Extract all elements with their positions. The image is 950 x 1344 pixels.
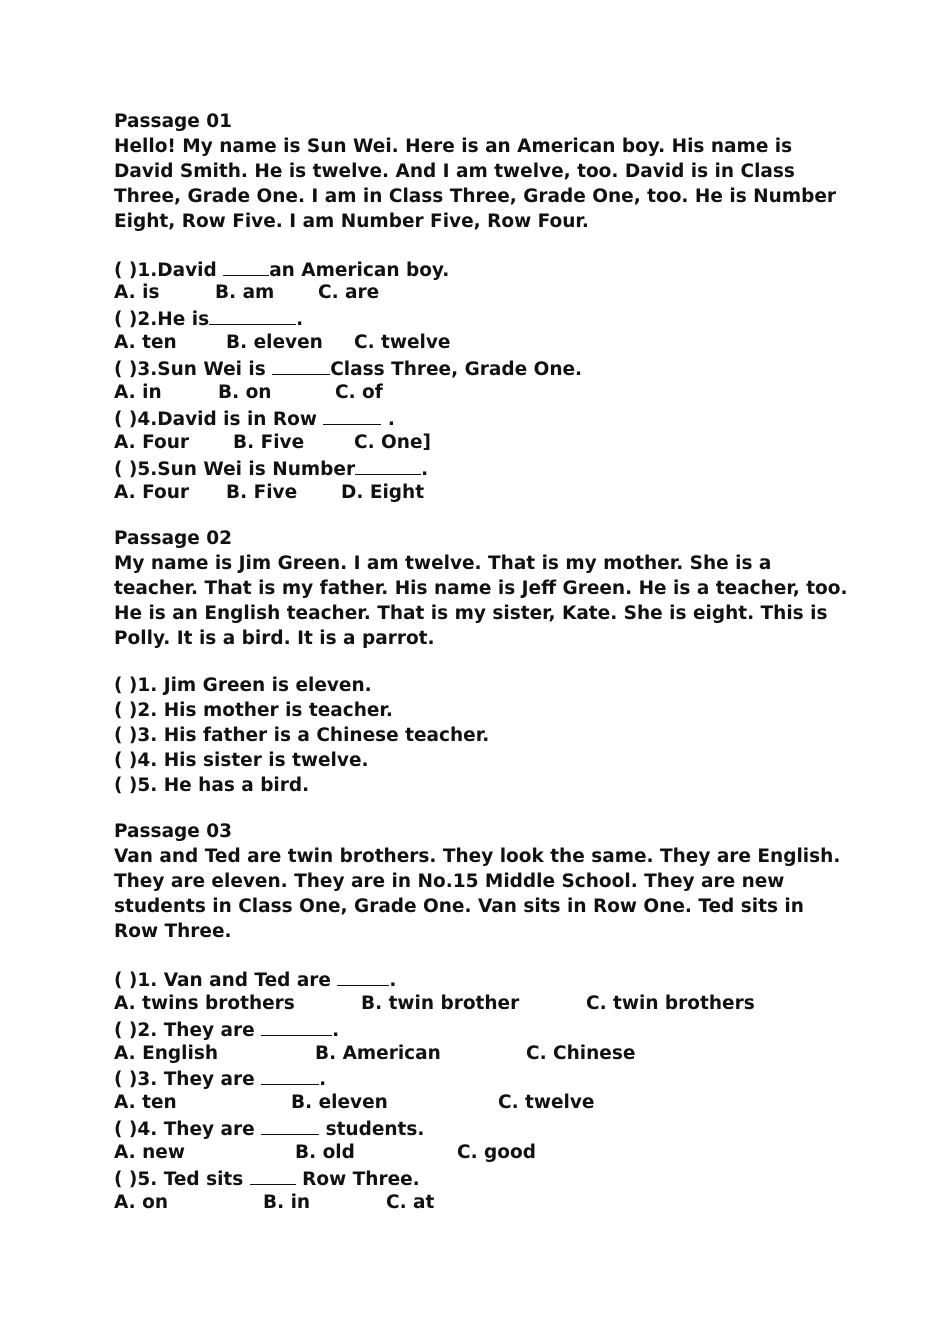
p3-question-4-options [114, 1141, 854, 1166]
p1-question-1-options [114, 281, 854, 306]
p1-question-3: ( )3.Sun Wei is Class Three, Grade One. [114, 356, 854, 381]
option-a: A. new [114, 1142, 185, 1164]
p1-question-1: ( )1.David an American boy. [114, 257, 854, 282]
p3-question-5: ( )5. Ted sits Row Three. [114, 1166, 854, 1191]
p3-question-5-options [114, 1191, 854, 1216]
option-c: D. Eight [341, 481, 425, 503]
option-a: A. twins brothers [114, 992, 295, 1014]
option-c: C. twelve [498, 1092, 595, 1114]
answer-blank[interactable] [355, 456, 421, 475]
option-b: B. eleven [291, 1092, 388, 1114]
option-b: B. on [218, 381, 272, 403]
option-c: C. twelve [354, 332, 451, 354]
p2-statement-1: ( )1. Jim Green is eleven. [114, 674, 372, 696]
option-b: B. twin brother [361, 992, 520, 1014]
answer-blank[interactable] [209, 306, 296, 325]
answer-blank[interactable] [323, 406, 381, 425]
option-a: A. ten [114, 332, 177, 354]
p3-question-2: ( )2. They are . [114, 1017, 854, 1042]
answer-blank[interactable] [337, 967, 389, 986]
p3-question-1: ( )1. Van and Ted are . [114, 967, 854, 992]
option-c: C. at [386, 1191, 435, 1213]
passage-01-text: Hello! My name is Sun Wei. Here is an American boy. His name is David Smith. He is twelve. And I am twelve, too. David is in Class Three, Grade One. I am in Class Three, Grade One, too. He is Number Eight, Row Five. I am Number Five, Row Four. [114, 135, 837, 232]
answer-blank[interactable] [250, 1166, 296, 1185]
option-b: B. am [215, 282, 275, 304]
option-c: C. of [335, 381, 383, 403]
option-a: A. on [114, 1191, 169, 1213]
passage-02-text: My name is Jim Green. I am twelve. That is my mother. She is a teacher. That is my father. His name is Jeff Green. He is a teacher, too. He is an English teacher. That is my sister, Kate. She is eight. This is Polly. It is a bird. It is a parrot. [114, 553, 848, 650]
passage-03-title: Passage 03 [114, 821, 233, 843]
option-a: A. ten [114, 1092, 177, 1114]
answer-blank[interactable] [261, 1066, 319, 1085]
passage-03-text: Van and Ted are twin brothers. They look the same. They are English. They are eleven. They are in No.15 Middle School. They are new students in Class One, Grade One. Van sits in Row One. Ted sits in Row Three. [114, 846, 841, 942]
answer-blank[interactable] [223, 257, 269, 276]
option-b: B. Five [233, 431, 305, 453]
p2-statement-4: ( )4. His sister is twelve. [114, 749, 369, 771]
option-c: C. are [318, 282, 380, 304]
p2-statement-5: ( )5. He has a bird. [114, 774, 310, 796]
option-a: A. in [114, 381, 162, 403]
option-c: C. twin brothers [586, 992, 755, 1014]
answer-blank[interactable] [272, 356, 330, 375]
p1-question-2: ( )2.He is . [114, 306, 854, 331]
p1-question-5-options [114, 481, 854, 506]
p1-question-4-options [114, 431, 854, 456]
option-a: A. is [114, 282, 160, 304]
p1-question-3-options [114, 381, 854, 406]
p1-question-2-options [114, 331, 854, 356]
worksheet [114, 110, 854, 1216]
option-a: A. English [114, 1042, 219, 1064]
option-b: B. eleven [226, 332, 323, 354]
option-b: B. American [315, 1042, 441, 1064]
option-c: C. One] [354, 431, 431, 453]
p3-question-3: ( )3. They are . [114, 1066, 854, 1091]
p3-question-2-options [114, 1042, 854, 1067]
answer-blank[interactable] [261, 1116, 319, 1135]
option-b: B. in [263, 1191, 311, 1213]
option-b: B. Five [226, 481, 298, 503]
p2-statement-2: ( )2. His mother is teacher. [114, 699, 393, 721]
p3-question-1-options [114, 992, 854, 1017]
answer-blank[interactable] [261, 1017, 332, 1036]
p1-question-5: ( )5.Sun Wei is Number . [114, 456, 854, 481]
option-b: B. old [295, 1142, 355, 1164]
option-c: C. Chinese [526, 1042, 636, 1064]
passage-02-title: Passage 02 [114, 528, 233, 550]
passage-01-title: Passage 01 [114, 111, 233, 132]
p3-question-3-options [114, 1091, 854, 1116]
p2-statement-3: ( )3. His father is a Chinese teacher. [114, 724, 490, 746]
p1-question-4: ( )4.David is in Row . [114, 406, 854, 431]
option-c: C. good [457, 1142, 536, 1164]
option-a: A. Four [114, 431, 190, 453]
p3-question-4: ( )4. They are students. [114, 1116, 854, 1141]
option-a: A. Four [114, 481, 190, 503]
